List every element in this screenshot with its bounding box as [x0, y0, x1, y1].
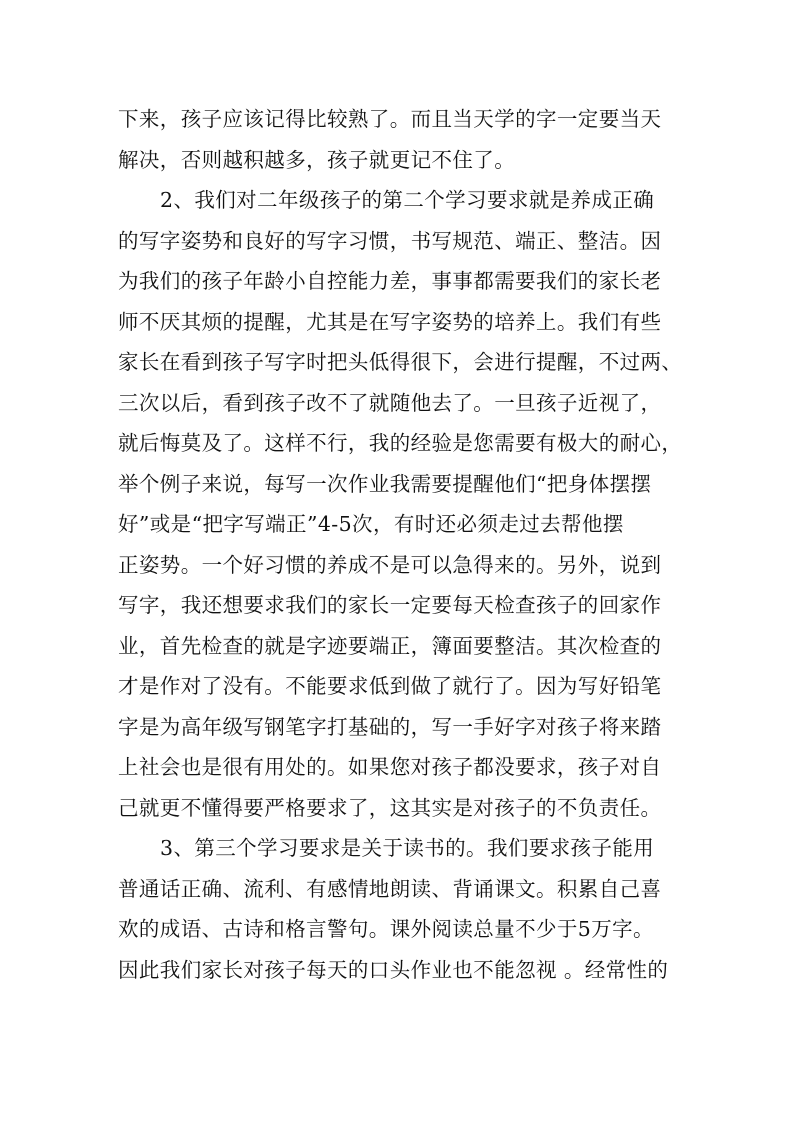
text-line: 为我们的孩子年龄小自控能力差，事事都需要我们的家长老 [118, 269, 662, 293]
text-line: 三次以后，看到孩子改不了就随他去了。一旦孩子近视了， [118, 391, 662, 415]
text-line: 因此我们家长对孩子每天的口头作业也不能忽视 。经常性的 [118, 958, 669, 982]
paragraph-3-first-line: 3、第三个学习要求是关于读书的。我们要求孩子能用 [160, 836, 655, 860]
text-line: 写字，我还想要求我们的家长一定要每天检查孩子的回家作 [118, 593, 662, 617]
text-line: 欢的成语、古诗和格言警句。课外阅读总量不少于5万字。 [118, 917, 654, 941]
text-line: 师不厌其烦的提醒，尤其是在写字姿势的培养上。我们有些 [118, 310, 662, 334]
text-line: 普通话正确、流利、有感情地朗读、背诵课文。积累自己喜 [118, 877, 662, 901]
text-line: 正姿势。一个好习惯的养成不是可以急得来的。另外，说到 [118, 553, 662, 577]
text-line: 己就更不懂得要严格要求了，这其实是对孩子的不负责任。 [118, 796, 662, 820]
text-line: 好”或是“把字写端正”4-5次，有时还必须走过去帮他摆 [118, 512, 624, 536]
text-line: 业，首先检查的就是字迹要端正，簿面要整洁。其次检查的 [118, 634, 662, 658]
text-line: 字是为高年级写钢笔字打基础的，写一手好字对孩子将来踏 [118, 715, 662, 739]
text-line: 就后悔莫及了。这样不行，我的经验是您需要有极大的耐心， [118, 431, 683, 455]
text-line: 家长在看到孩子写字时把头低得很下，会进行提醒，不过两、 [118, 350, 683, 374]
text-line: 举个例子来说，每写一次作业我需要提醒他们“把身体摆摆 [118, 472, 652, 496]
text-line: 解决，否则越积越多，孩子就更记不住了。 [118, 148, 516, 172]
text-line: 上社会也是很有用处的。如果您对孩子都没要求，孩子对自 [118, 755, 662, 779]
text-line: 下来，孩子应该记得比较熟了。而且当天学的字一定要当天 [118, 107, 662, 131]
paragraph-2-first-line: 2、我们对二年级孩子的第二个学习要求就是养成正确 [160, 188, 655, 212]
text-line: 才是作对了没有。不能要求低到做了就行了。因为写好铅笔 [118, 674, 662, 698]
text-line: 的写字姿势和良好的写字习惯，书写规范、端正、整洁。因 [118, 229, 662, 253]
